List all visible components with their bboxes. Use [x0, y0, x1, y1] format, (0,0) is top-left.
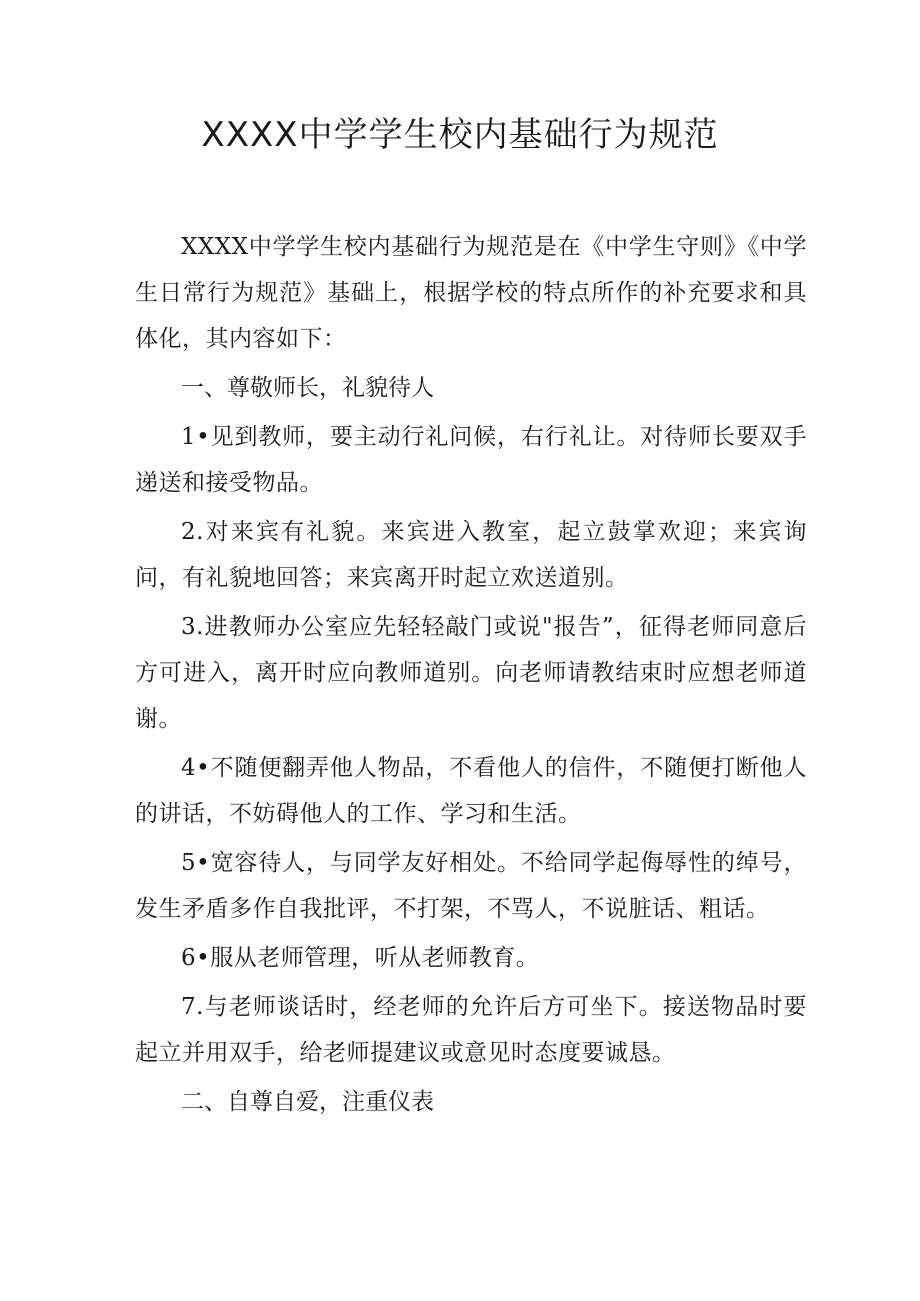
rule-item-2: 2.对来宾有礼貌。来宾进入教室，起立鼓掌欢迎；来宾询问，有礼貌地回答；来宾离开时起立欢送道别。: [135, 519, 807, 591]
document-body: [135, 224, 807, 1128]
rule-item-6: 6•服从老师管理，听从老师教育。: [181, 945, 540, 971]
rule-item-3: 3.进教师办公室应先轻轻敲门或说"报告”，征得老师同意后方可进入，离开时应向教师道别。向老师请教结束时应想老师道谢。: [135, 614, 807, 732]
section-heading-2: 二、自尊自爱，注重仪表: [181, 1089, 434, 1115]
rule-item-7: 7.与老师谈话时，经老师的允许后方可坐下。接送物品时要起立并用双手，给老师提建议或意见时态度要诚恳。: [135, 994, 807, 1066]
document-title: XXXX中学学生校内基础行为规范: [201, 115, 719, 155]
rule-item-5: 5•宽容待人，与同学友好相处。不给同学起侮辱性的绰号，发生矛盾多作自我批评，不打架，不骂人，不说脏话、粗话。: [135, 850, 807, 922]
section-heading-1: 一、尊敬师长，礼貌待人: [181, 375, 434, 401]
rule-item-1: 1•见到教师，要主动行礼问候，右行礼让。对待师长要双手递送和接受物品。: [135, 424, 807, 496]
rule-item-4: 4•不随便翻弄他人物品，不看他人的信件，不随便打断他人的讲话，不妨碍他人的工作、学习和生活。: [135, 755, 807, 827]
intro-paragraph: XXXX中学学生校内基础行为规范是在《中学生守则》《中学生日常行为规范》基础上，根据学校的特点所作的补充要求和具体化，其内容如下：: [135, 234, 807, 352]
